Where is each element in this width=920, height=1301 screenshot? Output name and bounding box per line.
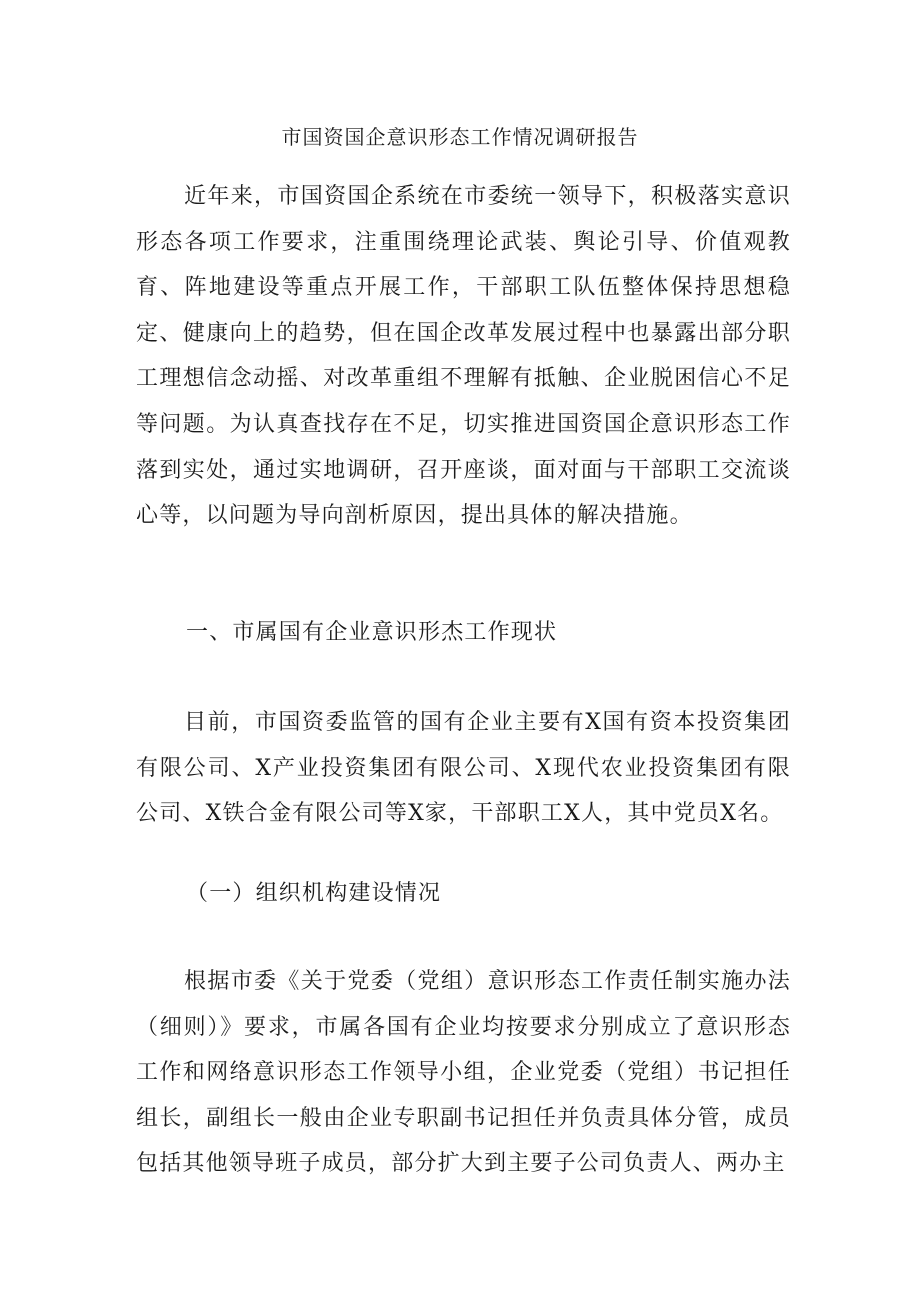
paragraph-organization: 根据市委《关于党委（党组）意识形态工作责任制实施办法（细则）》要求，市属各国有企业均按要求分别成立了意识形态工作和网络意识形态工作领导小组，企业党委（党组）书记担任组长，副组长一般由企业专职副书记担任并负责具体分管，成员包括其他领导班子成员，部分扩大到主要子公司负责人、两办主 bbox=[136, 969, 791, 1177]
paragraph-current-status: 目前，市国资委监管的国有企业主要有X国有资本投资集团有限公司、X产业投资集团有限公司、X现代农业投资集团有限公司、X铁合金有限公司等X家，干部职工X人，其中党员X名。 bbox=[136, 710, 791, 827]
section-heading-1: 一、市属国有企业意识形杰工作现状 bbox=[186, 620, 558, 645]
subsection-heading-1: （一）组织机构建设情况 bbox=[186, 881, 442, 906]
document-title: 市国资国企意识形态工作情况调研报告 bbox=[281, 125, 639, 149]
paragraph-intro: 近年来，市国资国企系统在市委统一领导下，积极落实意识形态各项工作要求，注重围绕理论武装、舆论引导、价值观教育、阵地建设等重点开展工作，干部职工队伍整体保持思想稳定、健康向上的趋势，但在国企改革发展过程中也暴露出部分职工理想信念动摇、对改革重组不理解有抵触、企业脱困信心不足等问题。为认真查找存在不足，切实推进国资国企意识形态工作落到实处，通过实地调研，召开座谈，面对面与干部职工交流谈心等，以问题为导向剖析原因，提出具体的解决措施。 bbox=[136, 184, 791, 529]
